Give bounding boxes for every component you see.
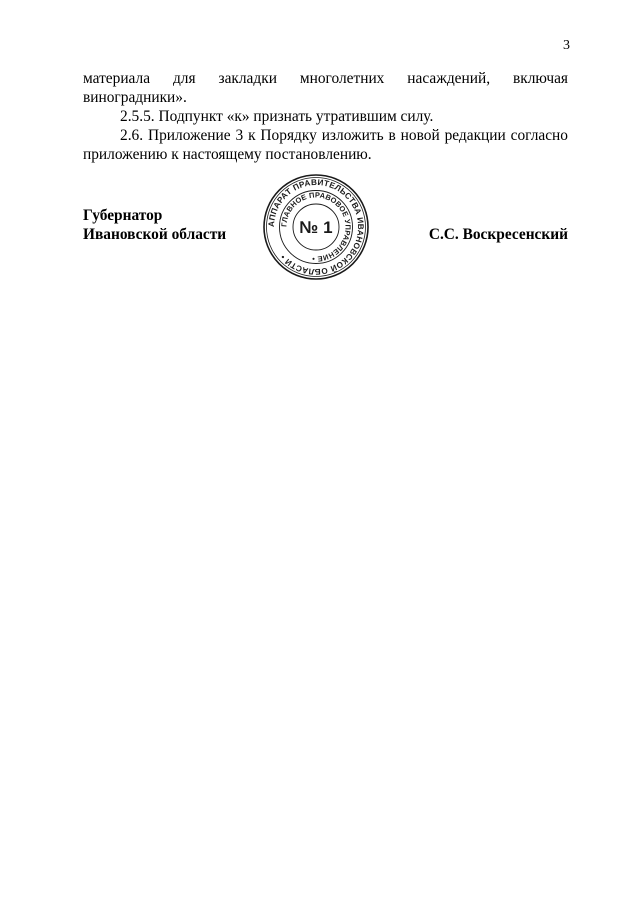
paragraph-2-5-5: 2.5.5. Подпункт «к» признать утратившим силу.	[120, 108, 434, 125]
signer-title-line2: Ивановской области	[83, 226, 227, 243]
paragraph-2-6: 2.6. Приложение 3 к Порядку изложить в новой редакции согласно приложению к настоящему постановлению.	[83, 127, 568, 163]
document-body	[83, 69, 568, 164]
svg-text:АППАРАТ ПРАВИТЕЛЬСТВА ИВАНОВСК: АППАРАТ ПРАВИТЕЛЬСТВА ИВАНОВСКОЙ ОБЛАСТИ •	[266, 177, 366, 277]
signer-name: С.С. Воскресенский	[428, 226, 568, 243]
page-number: 3	[563, 38, 570, 53]
signer-title	[83, 206, 226, 244]
svg-text:№ 1: № 1	[299, 218, 333, 237]
official-stamp-icon	[262, 173, 370, 281]
signer-title-line1: Губернатор	[83, 207, 163, 224]
paragraph-continuation: материала для закладки многолетних насаждений, включая	[83, 70, 568, 87]
paragraph-continuation-end: виноградники».	[83, 89, 187, 106]
svg-text:ГЛАВНОЕ ПРАВОВОЕ УПРАВЛЕНИЕ •: ГЛАВНОЕ ПРАВОВОЕ УПРАВЛЕНИЕ •	[279, 190, 353, 264]
